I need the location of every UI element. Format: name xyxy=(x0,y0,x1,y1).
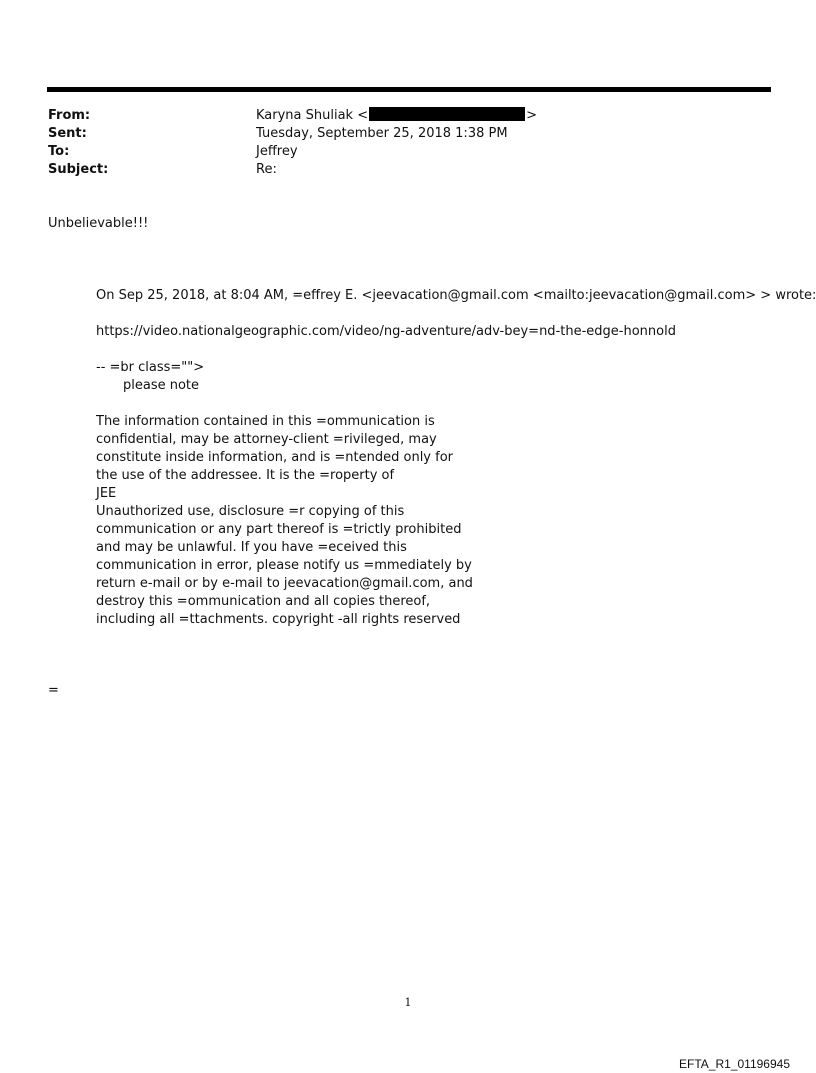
sent-row xyxy=(48,125,748,143)
sent-value: Tuesday, September 25, 2018 1:38 PM xyxy=(256,126,508,141)
disclaimer-line: constitute inside information, and is =ntended only for xyxy=(96,450,454,465)
signature-note: please note xyxy=(123,378,200,393)
quote-link: https://video.nationalgeographic.com/video/ng-adventure/adv-bey=nd-the-edge-honnold xyxy=(96,324,676,339)
disclaimer-line: destroy this =ommunication and all copies thereof, xyxy=(96,594,431,609)
disclaimer-line: the use of the addressee. It is the =roperty of xyxy=(96,468,395,483)
disclaimer-line: communication or any part thereof is =trictly prohibited xyxy=(96,522,462,537)
from-label: From: xyxy=(48,108,91,123)
sender-name: Karyna Shuliak < xyxy=(256,108,369,123)
disclaimer-line: The information contained in this =ommunication is xyxy=(96,414,435,429)
disclaimer-line: return e-mail or by e-mail to jeevacation@gmail.com, and xyxy=(96,576,473,591)
quote-intro: On Sep 25, 2018, at 8:04 AM, =effrey E. <jeevacation@gmail.com <mailto:jeevacation@gmail.com> > wrote: xyxy=(96,288,816,303)
disclaimer-line: including all =ttachments. copyright -all rights reserved xyxy=(96,612,461,627)
disclaimer-line: confidential, may be attorney-client =rivileged, may xyxy=(96,432,437,447)
to-value: Jeffrey xyxy=(256,144,298,159)
disclaimer-line: and may be unlawful. If you have =eceived this xyxy=(96,540,407,555)
to-label: To: xyxy=(48,144,70,159)
bates-number: EFTA_R1_01196945 xyxy=(679,1057,790,1071)
from-value xyxy=(256,107,748,125)
disclaimer-line: JEE xyxy=(96,486,117,501)
disclaimer xyxy=(96,413,796,629)
header-rule xyxy=(47,87,771,92)
subject-value: Re: xyxy=(256,162,277,177)
disclaimer-line: Unauthorized use, disclosure =r copying of this xyxy=(96,504,405,519)
sender-close: > xyxy=(526,108,538,123)
redaction-box xyxy=(369,107,525,121)
to-row xyxy=(48,143,748,161)
subject-label: Subject: xyxy=(48,162,109,177)
email-header xyxy=(48,107,748,179)
signature-line: -- =br class=""> xyxy=(96,360,205,375)
reply-text: Unbelievable!!! xyxy=(48,216,149,231)
subject-row xyxy=(48,161,748,179)
trailer-mark: = xyxy=(48,683,59,698)
page-number: 1 xyxy=(404,996,412,1009)
quoted-message xyxy=(96,287,816,629)
sent-label: Sent: xyxy=(48,126,87,141)
disclaimer-line: communication in error, please notify us =mmediately by xyxy=(96,558,472,573)
from-row xyxy=(48,107,748,125)
